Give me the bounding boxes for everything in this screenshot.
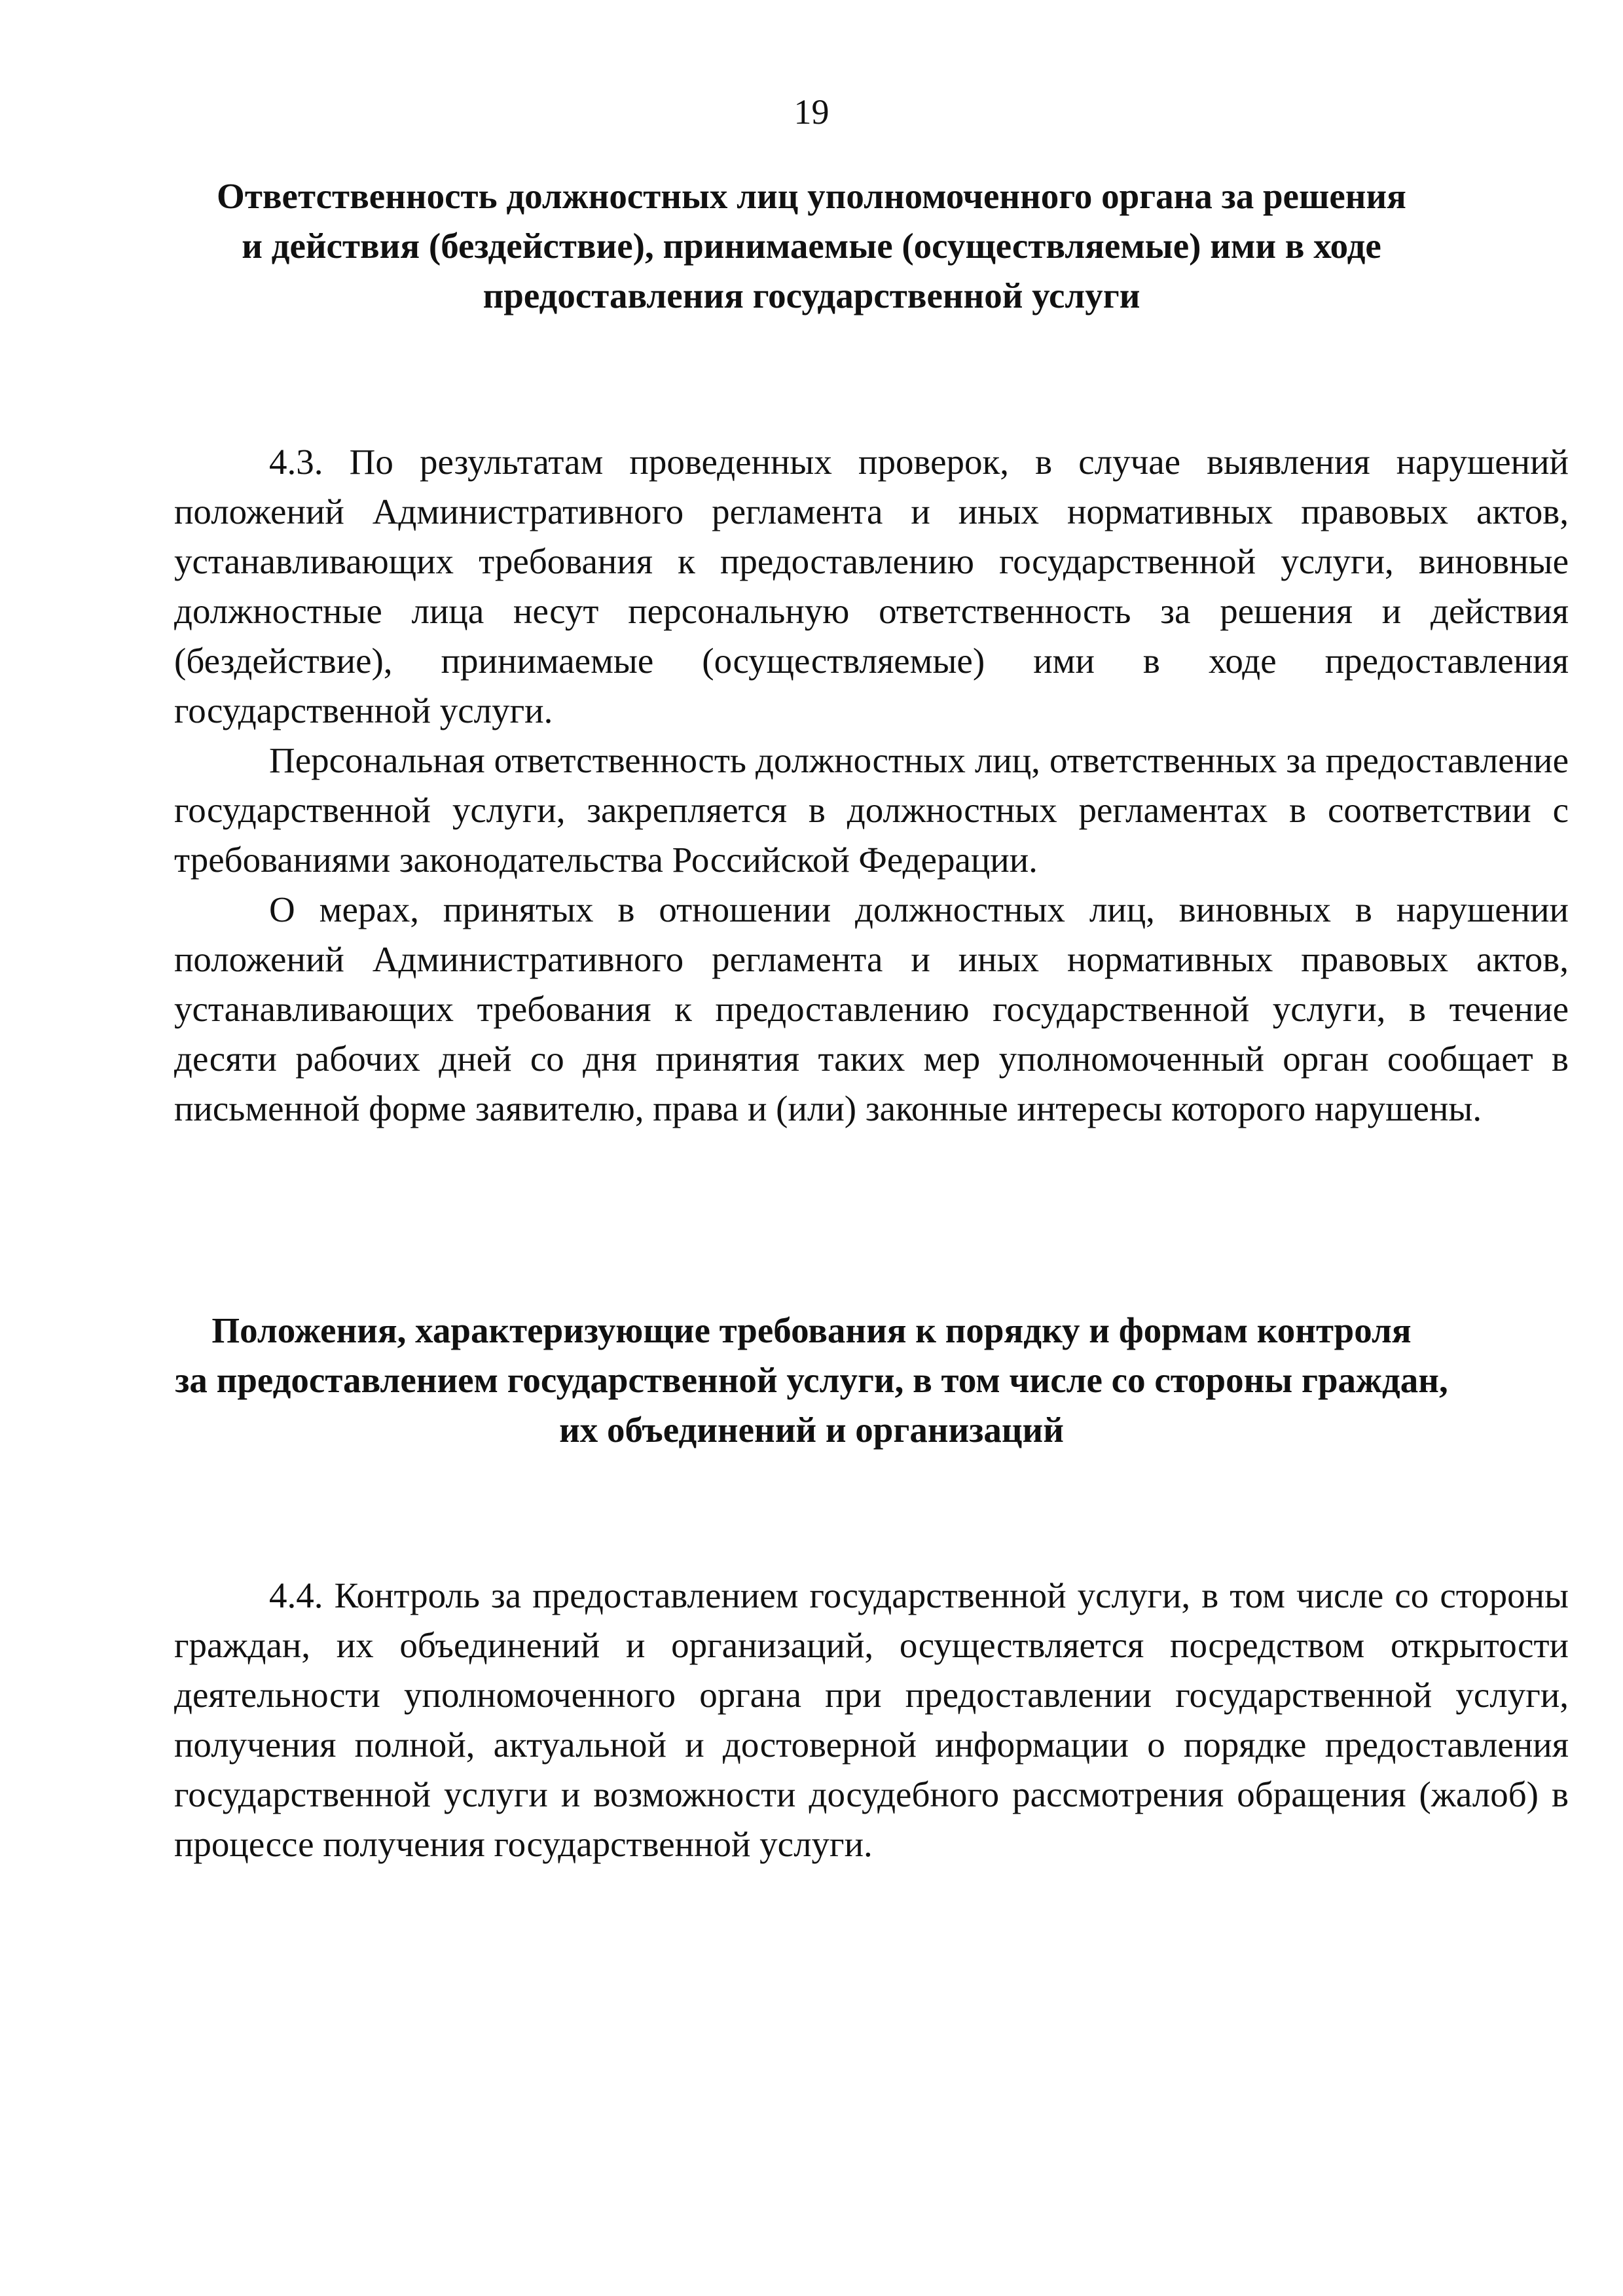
heading-line: за предоставлением государственной услуги, в том числе со стороны граждан,	[175, 1360, 1448, 1400]
section-heading-control	[0, 1306, 1623, 1455]
heading-line: Ответственность должностных лиц уполномоченного органа за решения	[217, 176, 1406, 216]
paragraph-4-3: 4.3. По результатам проведенных проверок, в случае выявления нарушений положений Административного регламента и иных нормативных правовых актов, устанавливающих требования к предоставлению государственной услуги, виновные должностные лица несут персональную ответственность за решения и действия (бездействие), принимаемые (осуществляемые) ими в ходе предоставления государственной услуги.	[174, 442, 1569, 730]
paragraph-4-4: 4.4. Контроль за предоставлением государственной услуги, в том числе со стороны граждан, их объединений и организаций, осуществляется посредством открытости деятельности уполномоченного органа при предоставлении государственной услуги, получения полной, актуальной и достоверной информации о порядке предоставления государственной услуги и возможности досудебного рассмотрения обращения (жалоб) в процессе получения государственной услуги.	[174, 1575, 1569, 1864]
page-number: 19	[793, 92, 830, 132]
paragraph-personal-responsibility: Персональная ответственность должностных лиц, ответственных за предоставление государственной услуги, закрепляется в должностных регламентах в соответствии с требованиями законодательства Российской Федерации.	[174, 740, 1569, 880]
heading-line: и действия (бездействие), принимаемые (осуществляемые) ими в ходе	[242, 226, 1381, 266]
heading-line: их объединений и организаций	[559, 1410, 1064, 1450]
section-heading-responsibility	[0, 171, 1623, 321]
section-body-responsibility	[174, 437, 1569, 1134]
heading-line: предоставления государственной услуги	[483, 276, 1140, 315]
heading-line: Положения, характеризующие требования к порядку и формам контроля	[211, 1310, 1412, 1350]
paragraph-measures: О мерах, принятых в отношении должностных лиц, виновных в нарушении положений Административного регламента и иных нормативных правовых актов, устанавливающих требования к предоставлению государственной услуги, в течение десяти рабочих дней со дня принятия таких мер уполномоченный орган сообщает в письменной форме заявителю, права и (или) законные интересы которого нарушены.	[174, 889, 1569, 1128]
section-body-control	[174, 1571, 1569, 1869]
